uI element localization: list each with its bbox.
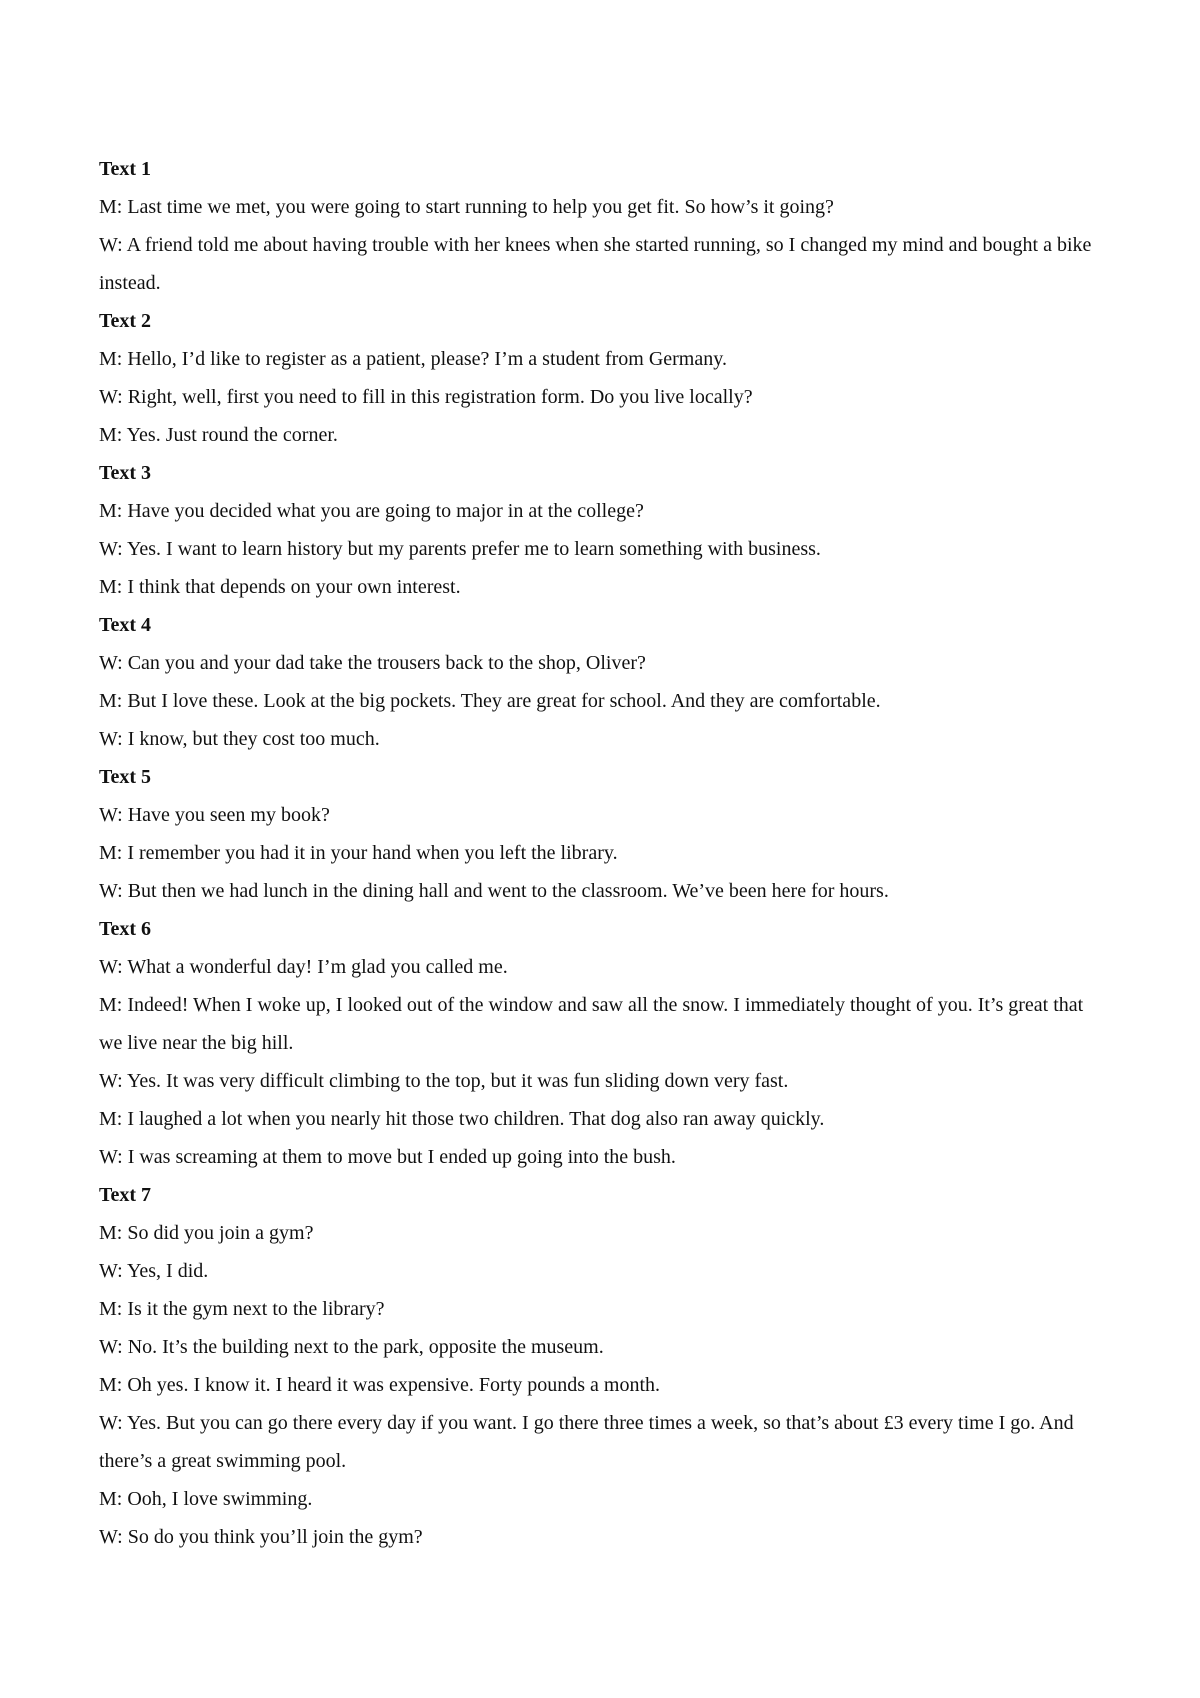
dialogue-line: W: Yes. I want to learn history but my parents prefer me to learn something with business. (99, 538, 821, 560)
dialogue-line: M: I remember you had it in your hand when you left the library. (99, 842, 618, 864)
dialogue-line: W: Yes, I did. (99, 1260, 209, 1282)
section-text-7 (99, 1176, 1109, 1556)
section-text-3 (99, 454, 1109, 606)
transcript-document (99, 150, 1109, 1556)
dialogue-line: M: So did you join a gym? (99, 1222, 314, 1244)
dialogue-line: M: Oh yes. I know it. I heard it was expensive. Forty pounds a month. (99, 1374, 661, 1396)
section-text-5 (99, 758, 1109, 910)
section-text-1 (99, 150, 1109, 302)
dialogue-line: W: Have you seen my book? (99, 804, 330, 826)
section-title: Text 2 (99, 310, 152, 332)
dialogue-line: W: A friend told me about having trouble with her knees when she started running, so I changed my mind and bought a bike instead. (99, 234, 1092, 294)
section-title: Text 7 (99, 1184, 152, 1206)
dialogue-line: W: What a wonderful day! I’m glad you called me. (99, 956, 508, 978)
dialogue-line: M: Indeed! When I woke up, I looked out of the window and saw all the snow. I immediately thought of you. It’s great that we live near the big hill. (99, 994, 1084, 1054)
dialogue-line: W: Right, well, first you need to fill in this registration form. Do you live locally? (99, 386, 753, 408)
section-title: Text 5 (99, 766, 152, 788)
dialogue-line: M: Is it the gym next to the library? (99, 1298, 385, 1320)
dialogue-line: W: No. It’s the building next to the park, opposite the museum. (99, 1336, 604, 1358)
dialogue-line: W: But then we had lunch in the dining hall and went to the classroom. We’ve been here for hours. (99, 880, 889, 902)
section-title: Text 6 (99, 918, 152, 940)
dialogue-line: M: Hello, I’d like to register as a patient, please? I’m a student from Germany. (99, 348, 727, 370)
dialogue-line: M: I think that depends on your own interest. (99, 576, 461, 598)
section-text-2 (99, 302, 1109, 454)
section-title: Text 3 (99, 462, 152, 484)
section-title: Text 1 (99, 158, 152, 180)
dialogue-line: W: Can you and your dad take the trousers back to the shop, Oliver? (99, 652, 646, 674)
section-title: Text 4 (99, 614, 152, 636)
dialogue-line: W: I know, but they cost too much. (99, 728, 380, 750)
dialogue-line: M: But I love these. Look at the big pockets. They are great for school. And they are comfortable. (99, 690, 881, 712)
dialogue-line: M: I laughed a lot when you nearly hit those two children. That dog also ran away quickly. (99, 1108, 825, 1130)
dialogue-line: M: Last time we met, you were going to start running to help you get fit. So how’s it going? (99, 196, 834, 218)
dialogue-line: W: So do you think you’ll join the gym? (99, 1526, 423, 1548)
dialogue-line: W: I was screaming at them to move but I ended up going into the bush. (99, 1146, 676, 1168)
dialogue-line: M: Yes. Just round the corner. (99, 424, 338, 446)
section-text-6 (99, 910, 1109, 1176)
section-text-4 (99, 606, 1109, 758)
dialogue-line: W: Yes. But you can go there every day if you want. I go there three times a week, so that’s about £3 every time I go. And there’s a great swimming pool. (99, 1412, 1074, 1472)
dialogue-line: M: Ooh, I love swimming. (99, 1488, 313, 1510)
dialogue-line: M: Have you decided what you are going to major in at the college? (99, 500, 644, 522)
dialogue-line: W: Yes. It was very difficult climbing to the top, but it was fun sliding down very fast. (99, 1070, 789, 1092)
